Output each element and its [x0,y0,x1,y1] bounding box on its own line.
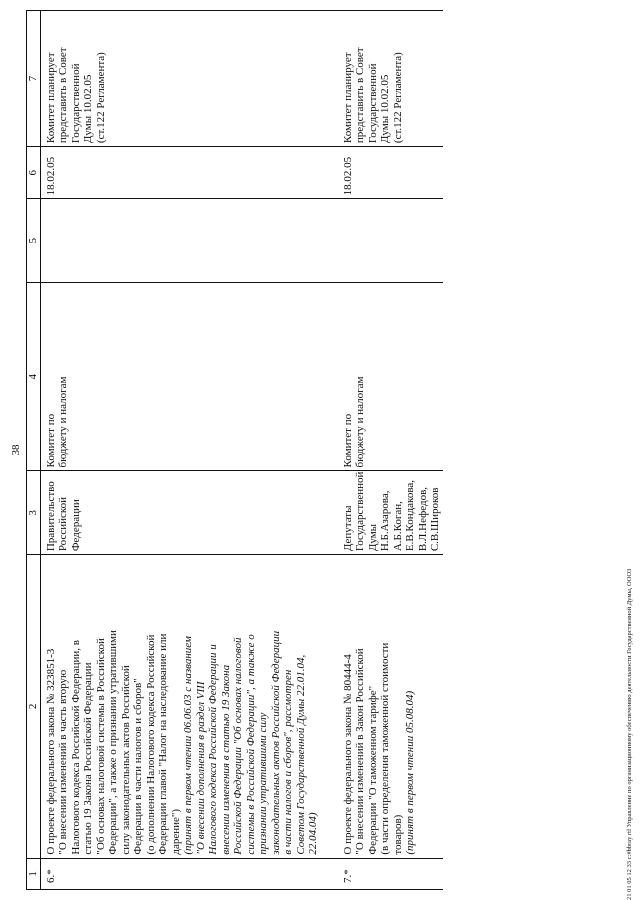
date-cell [40,147,334,199]
remark-cell [334,11,443,147]
initiator-line: Е.В.Кондакова, [404,479,416,552]
initiator-cell [40,471,334,555]
initiator-line: А.Б.Коган, [391,501,404,552]
table-row [40,11,334,890]
bill-note-line: в части налогов и сборов", рассмотрен [282,669,294,855]
row-number-cell [334,858,443,889]
remark-line: Комитет планирует [44,52,57,144]
table-row [334,11,443,890]
remark-line: представить в Совет [354,47,366,144]
initiator-cell [334,471,443,555]
bill-title-line: (о дополнении Налогового кодекса Российской [144,634,157,855]
bill-title-line: "Об основах налоговой системы в Российской [94,638,107,855]
bill-title-line: (в части определения таможенной стоимости [379,642,391,855]
committee-line: Комитет по [44,413,57,468]
bill-note-line: внесении изменения в статью 19 Закона [219,664,232,855]
bill-note-line: Советом Государственной Думы 22.01.04, [294,654,307,855]
bill-note-line: Российской Федерации "Об основах налоговой [232,637,244,855]
bill-note-line: признании утратившими силу [257,712,269,855]
column-header: 1 [27,858,41,889]
row-number: 6.* [44,869,57,883]
bill-title-line: силу законодательных актов Российской [119,665,132,855]
bill-title-line: Налогового кодекса Российской Федерации, в [69,640,82,855]
column-5-cell [334,199,443,283]
initiator-line: Российской [57,496,69,552]
bill-title-line: "О внесении изменений в Закон Российской [354,648,366,855]
remark-line: Думы 10.02.05 [379,74,391,144]
remark-cell [40,11,334,147]
bill-note-line: (принят в первом чтении 05.08.04) [404,690,416,855]
committee-cell [40,283,334,471]
initiator-line: С.В.Широков [429,487,441,552]
bills-table [26,10,443,890]
row-number-cell [40,858,334,889]
initiator-line: Государственной [354,471,366,552]
footer-note: 21 01 05 12 33 c:#bbray rtf Управление по организационному обеспечению деятельности Государственной Думы, ООО3 [626,568,633,900]
column-header: 3 [27,471,41,555]
date-value: 18.02.05 [341,156,354,196]
committee-line: бюджету и налогам [354,376,366,468]
remark-line: (ст.122 Регламента) [391,52,404,144]
remark-line: Комитет планирует [341,52,354,144]
bill-title-line: Федерации "О таможенном тарифе" [366,685,379,855]
bill-title-cell [40,555,334,858]
remark-line: (ст.122 Регламента) [94,52,107,144]
remark-line: Государственной [69,63,82,144]
bill-note-line: Налогового кодекса Российской Федерации и [207,644,219,855]
committee-line: бюджету и налогам [57,376,69,468]
bill-title-line: О проекте федерального закона № 323851-3 [44,648,57,855]
bill-title-line: Федерации главой "Налог на наследование или [157,633,169,855]
bill-title-line: Федерации", а также о признании утратившими [107,630,119,855]
bill-title-line: Федерации в части налогов и сборов" [132,678,144,855]
date-cell [334,147,443,199]
bill-title-line: статью 19 Закона Российской Федерации [82,662,94,855]
column-header: 2 [27,555,41,858]
bill-note-line: законодательных актов Российской Федерации [269,630,282,855]
initiator-line: Н.Б.Азарова, [379,490,391,552]
bill-note-line: 22.04.04) [307,812,319,855]
column-5-cell [40,199,334,283]
remark-line: Думы 10.02.05 [82,74,94,144]
remark-line: представить в Совет [57,47,69,144]
table-header-row [27,11,41,890]
row-number: 7.* [341,869,354,883]
column-header: 6 [27,147,41,199]
initiator-line: В.Л.Нефедов, [416,486,429,552]
initiator-line: Федерации [69,499,82,552]
committee-line: Комитет по [341,413,354,468]
column-header: 5 [27,199,41,283]
page-number: 38 [10,444,22,456]
column-header: 4 [27,283,41,471]
bill-title-cell [334,555,443,858]
bill-title-line: товаров) [391,814,404,855]
bill-note-line: системы в Российской Федерации", а также о [244,634,257,855]
bill-title-line: О проекте федерального закона № 80444-4 [341,654,354,855]
initiator-line: Правительство [44,481,57,552]
bill-note-line: (принят в первом чтении 06.06.03 с названием [182,636,194,855]
initiator-line: Думы [366,523,379,552]
bill-title-line: дарение") [169,808,182,855]
committee-cell [334,283,443,471]
column-header: 7 [27,11,41,147]
bill-title-line: "О внесении изменений в часть вторую [57,669,69,855]
remark-line: Государственной [366,63,379,144]
bill-note-line: "О внесении дополнения в раздел VIII [194,681,207,855]
initiator-line: Депутаты [341,505,354,552]
date-value: 18.02.05 [44,156,57,196]
